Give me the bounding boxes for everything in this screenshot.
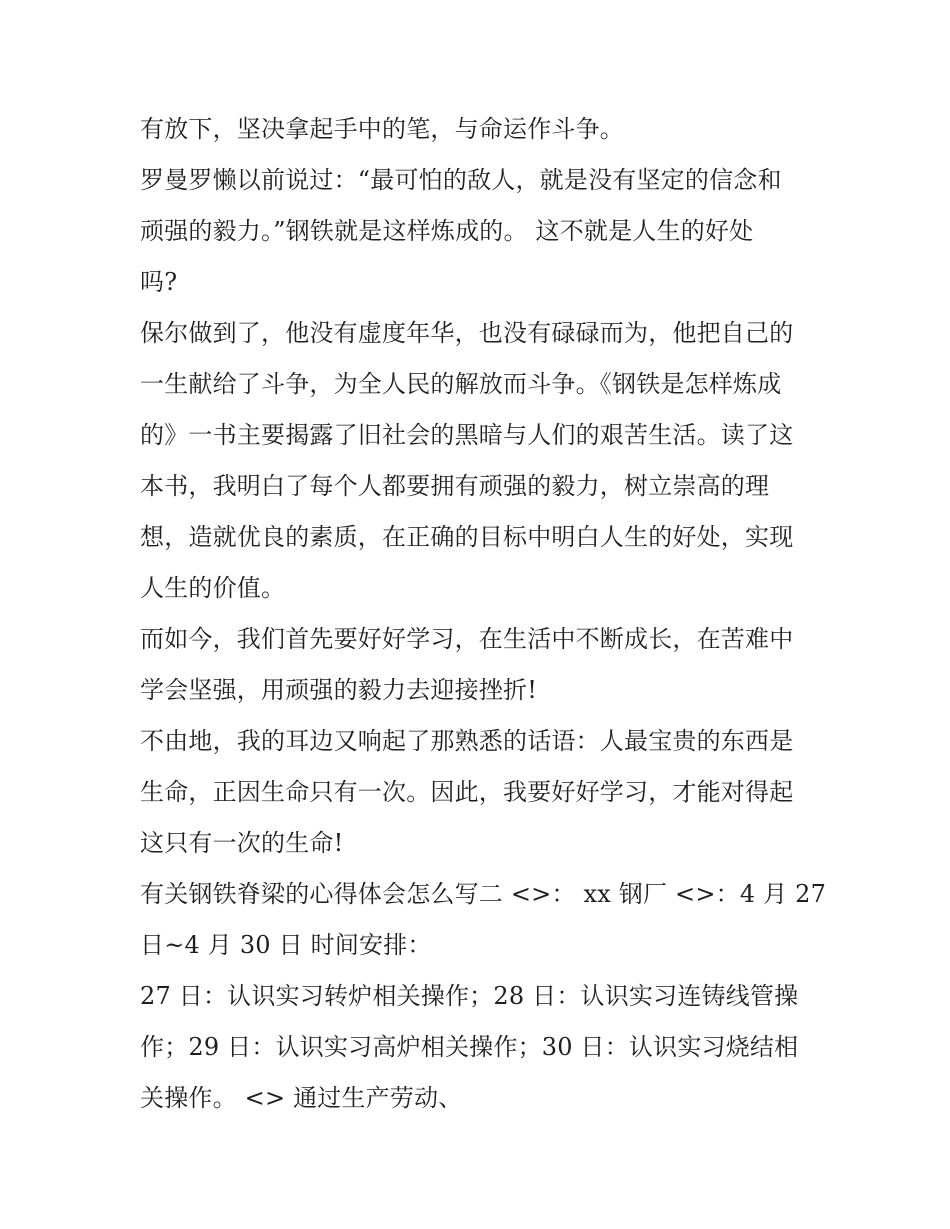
text-line: 关操作。 <> 通过生产劳动、 bbox=[140, 1084, 463, 1112]
text-line: 罗曼罗懒以前说过：“最可怕的敌人，就是没有坚定的信念和 bbox=[140, 166, 782, 194]
text-line: 而如今，我们首先要好好学习，在生活中不断成长，在苦难中 bbox=[140, 625, 794, 653]
text-line: 不由地，我的耳边又响起了那熟悉的话语：人最宝贵的东西是 bbox=[140, 727, 794, 755]
text-line: 作；29 日：认识实习高炉相关操作；30 日：认识实习烧结相 bbox=[140, 1033, 799, 1061]
text-line: 的》一书主要揭露了旧社会的黑暗与人们的艰苦生活。读了这 bbox=[140, 421, 794, 449]
text-line: 吗? bbox=[140, 268, 178, 296]
text-line: 想，造就优良的素质，在正确的目标中明白人生的好处，实现 bbox=[140, 523, 794, 551]
text-line: 有放下，坚决拿起手中的笔，与命运作斗争。 bbox=[140, 115, 624, 143]
text-line: 学会坚强，用顽强的毅力去迎接挫折! bbox=[140, 676, 538, 704]
document-body bbox=[140, 104, 827, 1124]
text-line: 有关钢铁脊梁的心得体会怎么写二 <>： xx 钢厂 <>：4 月 27 bbox=[140, 880, 827, 908]
text-line: 顽强的毅力。”钢铁就是这样炼成的。 这不就是人生的好处 bbox=[140, 217, 754, 245]
text-line: 27 日：认识实习转炉相关操作；28 日：认识实习连铸线管操 bbox=[140, 982, 799, 1010]
text-line: 一生献给了斗争，为全人民的解放而斗争。《钢铁是怎样炼成 bbox=[140, 370, 782, 398]
text-line: 保尔做到了，他没有虚度年华，也没有碌碌而为，他把自己的 bbox=[140, 319, 794, 347]
text-line: 生命，正因生命只有一次。因此，我要好好学习，才能对得起 bbox=[140, 778, 794, 806]
text-line: 这只有一次的生命! bbox=[140, 829, 344, 857]
text-line: 日~4 月 30 日 时间安排： bbox=[140, 931, 432, 959]
text-line: 本书，我明白了每个人都要拥有顽强的毅力，树立崇高的理 bbox=[140, 472, 770, 500]
text-line: 人生的价值。 bbox=[140, 574, 286, 602]
